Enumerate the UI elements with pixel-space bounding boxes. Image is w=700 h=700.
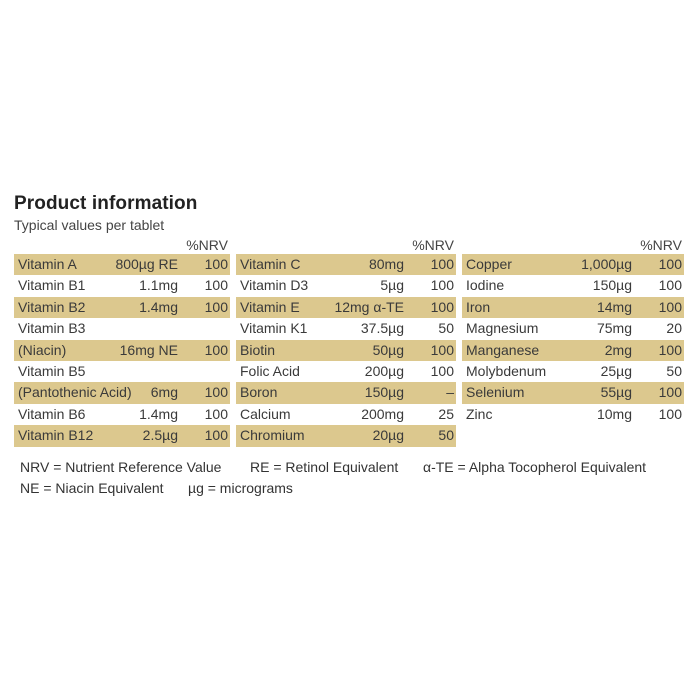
nutrient-name: Vitamin E	[240, 298, 300, 315]
nutrient-row	[14, 275, 230, 296]
nutrient-nrv: 100	[658, 405, 682, 422]
nutrient-row	[236, 340, 456, 361]
nutrient-amount: 1.4mg	[139, 298, 178, 315]
nutrient-name: Magnesium	[466, 320, 539, 337]
nutrient-row	[14, 297, 230, 318]
nutrient-nrv: 25	[438, 405, 454, 422]
nutrient-row	[462, 361, 684, 382]
nutrient-name: (Pantothenic Acid)	[18, 384, 132, 401]
nrv-header: %NRV	[412, 237, 454, 253]
nutrient-nrv: 100	[430, 298, 454, 315]
nutrient-row	[14, 404, 230, 425]
nutrient-name: Iodine	[466, 277, 505, 294]
nutrient-amount: 6mg	[150, 384, 178, 401]
nutrient-row	[14, 340, 230, 361]
nutrient-name: Zinc	[466, 405, 493, 422]
nutrient-amount: 80mg	[368, 256, 404, 272]
footnote-nrv: NRV = Nutrient Reference Value	[20, 459, 222, 475]
nutrient-row	[462, 404, 684, 425]
nutrient-row	[462, 275, 684, 296]
nutrient-row	[236, 254, 456, 275]
nutrient-name: Vitamin A	[18, 256, 77, 272]
nutrient-row	[236, 425, 456, 446]
nutrient-nrv: 100	[430, 341, 454, 358]
nutrient-name: Manganese	[466, 341, 540, 358]
nutrient-row	[14, 254, 230, 275]
nutrient-nrv: 100	[204, 427, 228, 444]
nutrient-name: Vitamin C	[240, 256, 301, 272]
footnote-ug: µg = micrograms	[188, 480, 293, 496]
nutrient-nrv: 100	[658, 384, 682, 401]
page-title: Product information	[14, 193, 198, 214]
nutrient-name: Iron	[466, 298, 491, 315]
nutrient-amount: 2.5µg	[142, 427, 178, 444]
page-subtitle: Typical values per tablet	[14, 217, 165, 233]
nutrient-name: Vitamin B1	[18, 277, 86, 294]
nutrient-nrv: 100	[204, 298, 228, 315]
nutrient-name: Vitamin D3	[240, 277, 309, 294]
nutrient-amount: 150µg	[364, 384, 404, 401]
nutrient-amount: 200mg	[361, 405, 404, 422]
nutrient-amount: 20µg	[372, 427, 404, 444]
nutrient-row	[236, 382, 456, 403]
nutrient-amount: 1.1mg	[139, 277, 178, 294]
nutrient-amount: 5µg	[380, 277, 404, 294]
nutrient-nrv: 100	[430, 256, 454, 272]
nutrient-amount: 55µg	[600, 384, 632, 401]
nutrient-nrv: 100	[204, 277, 228, 294]
nutrient-row	[236, 297, 456, 318]
nutrient-amount: 10mg	[596, 405, 632, 422]
nutrient-name: Vitamin B2	[18, 298, 86, 315]
nutrient-row	[462, 318, 684, 339]
nrv-header: %NRV	[640, 237, 682, 253]
nutrient-nrv: 100	[658, 298, 682, 315]
nutrient-nrv: 100	[204, 384, 228, 401]
nutrient-amount: 75mg	[596, 320, 632, 337]
nutrient-row	[14, 318, 230, 339]
nutrient-nrv: 100	[204, 341, 228, 358]
nutrient-amount: 14mg	[596, 298, 632, 315]
nutrient-name: Folic Acid	[240, 362, 300, 379]
nutrient-name: Vitamin K1	[240, 320, 308, 337]
nutrient-row	[236, 361, 456, 382]
nutrient-row	[236, 404, 456, 425]
nutrient-column-2	[236, 236, 456, 447]
nutrient-row	[14, 425, 230, 446]
nutrient-amount: 1,000µg	[581, 256, 632, 272]
nutrient-nrv: 100	[430, 277, 454, 294]
nutrient-name: Biotin	[240, 341, 276, 358]
nutrient-row	[462, 297, 684, 318]
nutrient-row	[462, 382, 684, 403]
nutrient-name: Calcium	[240, 405, 291, 422]
nutrient-row	[236, 318, 456, 339]
nutrient-nrv: 50	[666, 362, 682, 379]
nutrient-nrv: 100	[658, 341, 682, 358]
nutrient-row	[462, 254, 684, 275]
nutrient-name: Vitamin B5	[18, 362, 86, 379]
nutrient-nrv: 100	[658, 256, 682, 272]
nutrient-amount: 12mg α-TE	[334, 298, 404, 315]
nutrient-amount: 25µg	[600, 362, 632, 379]
nutrient-column-3	[462, 236, 684, 425]
nutrient-column-1	[14, 236, 230, 447]
footnote-ne: NE = Niacin Equivalent	[20, 480, 164, 496]
nutrient-amount: 50µg	[372, 341, 404, 358]
nutrient-row	[14, 361, 230, 382]
footnote-re: RE = Retinol Equivalent	[250, 459, 399, 475]
nutrient-nrv: –	[446, 384, 454, 401]
nutrient-nrv: 100	[658, 277, 682, 294]
nutrient-nrv: 20	[666, 320, 682, 337]
nrv-header: %NRV	[186, 237, 228, 253]
nutrient-nrv: 100	[204, 256, 228, 272]
nutrient-amount: 150µg	[592, 277, 632, 294]
nutrient-nrv: 100	[204, 405, 228, 422]
nutrient-name: Vitamin B3	[18, 320, 86, 337]
nutrient-nrv: 100	[430, 362, 454, 379]
nutrient-amount: 200µg	[364, 362, 404, 379]
nutrient-name: Chromium	[240, 427, 305, 444]
nutrient-name: Copper	[466, 256, 512, 272]
nutrient-nrv: 50	[438, 427, 454, 444]
footnote-ate: α-TE = Alpha Tocopherol Equivalent	[423, 459, 647, 475]
nutrient-amount: 2mg	[604, 341, 632, 358]
nutrient-row	[236, 275, 456, 296]
nutrient-name: Molybdenum	[466, 362, 547, 379]
nutrient-amount: 16mg NE	[119, 341, 178, 358]
nutrient-name: Vitamin B6	[18, 405, 86, 422]
nutrient-row	[14, 382, 230, 403]
nutrient-name: Selenium	[466, 384, 525, 401]
nutrient-amount: 37.5µg	[360, 320, 404, 337]
nutrient-nrv: 50	[438, 320, 454, 337]
nutrient-name: Boron	[240, 384, 278, 401]
nutrient-row	[462, 340, 684, 361]
nutrient-name: (Niacin)	[18, 341, 67, 358]
nutrient-amount: 800µg RE	[115, 256, 178, 272]
nutrient-amount: 1.4mg	[139, 405, 178, 422]
nutrient-name: Vitamin B12	[18, 427, 94, 444]
